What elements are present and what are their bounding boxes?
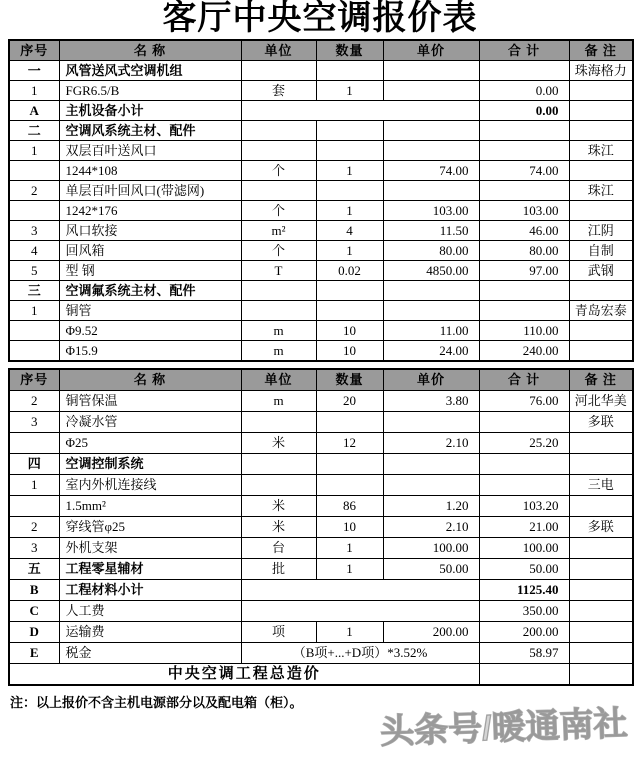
- table-cell: 1: [316, 81, 383, 101]
- table-row: [9, 559, 633, 580]
- table-cell: 中央空调工程总造价: [9, 664, 479, 686]
- table-cell: [316, 121, 383, 141]
- table-cell: 风口软接: [59, 221, 241, 241]
- table-row: [9, 121, 633, 141]
- table-cell: FGR6.5/B: [59, 81, 241, 101]
- table-cell: 110.00: [479, 321, 569, 341]
- table-row: [9, 321, 633, 341]
- table-cell: 2: [9, 181, 59, 201]
- table-cell: [479, 281, 569, 301]
- table-cell: 青岛宏泰: [569, 301, 633, 321]
- table-cell: 1: [316, 201, 383, 221]
- table-cell: 双层百叶送风口: [59, 141, 241, 161]
- table-cell: 1.5mm²: [59, 496, 241, 517]
- table-cell: 铜管保温: [59, 391, 241, 412]
- table-cell: [316, 475, 383, 496]
- table-cell: [241, 181, 316, 201]
- table-cell: [316, 141, 383, 161]
- table-cell: 1.20: [383, 496, 479, 517]
- table-cell: 项: [241, 622, 316, 643]
- table-cell: [241, 121, 316, 141]
- table-row: [9, 101, 633, 121]
- table-cell: 1242*176: [59, 201, 241, 221]
- table-cell: 主机设备小计: [59, 101, 241, 121]
- table-cell: [383, 141, 479, 161]
- table-cell: 3: [9, 412, 59, 433]
- table-cell: 10: [316, 321, 383, 341]
- table-cell: 米: [241, 496, 316, 517]
- table-cell: [316, 181, 383, 201]
- table-cell: [383, 475, 479, 496]
- table-cell: 1: [316, 622, 383, 643]
- table-row: [9, 517, 633, 538]
- column-header: 单位: [241, 40, 316, 61]
- watermark: 头条号/暖通南社: [379, 704, 629, 752]
- table-cell: 三电: [569, 475, 633, 496]
- table-row: [9, 496, 633, 517]
- table-cell: 2.10: [383, 433, 479, 454]
- table-cell: 自制: [569, 241, 633, 261]
- table-cell: [316, 412, 383, 433]
- table-cell: Φ9.52: [59, 321, 241, 341]
- table-cell: 50.00: [479, 559, 569, 580]
- table-cell: 11.00: [383, 321, 479, 341]
- table-cell: [383, 301, 479, 321]
- table-cell: 五: [9, 559, 59, 580]
- table-cell: [479, 141, 569, 161]
- table-cell: m²: [241, 221, 316, 241]
- table-cell: 200.00: [383, 622, 479, 643]
- table-row: [9, 622, 633, 643]
- table-cell: [479, 181, 569, 201]
- table-cell: 2: [9, 517, 59, 538]
- table-cell: 4: [316, 221, 383, 241]
- table-cell: 珠江: [569, 141, 633, 161]
- table-cell: 1: [9, 475, 59, 496]
- quote-table-upper: [8, 39, 634, 362]
- table-cell: [9, 341, 59, 362]
- table-cell: 珠江: [569, 181, 633, 201]
- table-cell: 空调控制系统: [59, 454, 241, 475]
- table-cell: 2: [9, 391, 59, 412]
- header-row: [9, 40, 633, 61]
- table-cell: 一: [9, 61, 59, 81]
- table-row: [9, 261, 633, 281]
- table-cell: 回风箱: [59, 241, 241, 261]
- table-cell: [569, 601, 633, 622]
- table-cell: [9, 496, 59, 517]
- table-cell: 台: [241, 538, 316, 559]
- column-header: 名 称: [59, 369, 241, 391]
- table-row: [9, 281, 633, 301]
- table-row: [9, 161, 633, 181]
- table-cell: m: [241, 391, 316, 412]
- table-cell: 1: [316, 161, 383, 181]
- table-cell: 型 钢: [59, 261, 241, 281]
- table-cell: 单层百叶回风口(带滤网): [59, 181, 241, 201]
- table-cell: A: [9, 101, 59, 121]
- table-cell: 5: [9, 261, 59, 281]
- table-cell: 46.00: [479, 221, 569, 241]
- table-cell: [479, 301, 569, 321]
- table-row: [9, 433, 633, 454]
- table-cell: 三: [9, 281, 59, 301]
- table-cell: [479, 121, 569, 141]
- table-cell: [569, 201, 633, 221]
- table-cell: [241, 454, 316, 475]
- table-cell: [383, 81, 479, 101]
- table-cell: 100.00: [383, 538, 479, 559]
- table-cell: [383, 61, 479, 81]
- table-cell: [383, 181, 479, 201]
- table-cell: [569, 559, 633, 580]
- table-cell: 风管送风式空调机组: [59, 61, 241, 81]
- table-cell: 批: [241, 559, 316, 580]
- table-row: [9, 391, 633, 412]
- table-cell: [241, 61, 316, 81]
- table-row: [9, 61, 633, 81]
- quote-table-lower: [8, 368, 634, 686]
- table-cell: 103.00: [479, 201, 569, 221]
- column-header: 备 注: [569, 369, 633, 391]
- table-cell: [479, 664, 569, 686]
- column-header: 合 计: [479, 369, 569, 391]
- table-cell: 工程零星辅材: [59, 559, 241, 580]
- table-cell: T: [241, 261, 316, 281]
- table-cell: 珠海格力: [569, 61, 633, 81]
- table-cell: 米: [241, 517, 316, 538]
- table-cell: [9, 201, 59, 221]
- column-header: 名 称: [59, 40, 241, 61]
- table-cell: （B项+...+D项）*3.52%: [241, 643, 479, 664]
- table-cell: 多联: [569, 412, 633, 433]
- table-cell: 个: [241, 241, 316, 261]
- table-cell: 20: [316, 391, 383, 412]
- table-cell: [383, 281, 479, 301]
- column-header: 合 计: [479, 40, 569, 61]
- table-cell: 103.20: [479, 496, 569, 517]
- column-header: 备 注: [569, 40, 633, 61]
- table-cell: [569, 664, 633, 686]
- table-cell: 1: [9, 81, 59, 101]
- table-row: [9, 201, 633, 221]
- table-cell: 铜管: [59, 301, 241, 321]
- table-cell: [241, 141, 316, 161]
- table-cell: [569, 281, 633, 301]
- table-row: [9, 538, 633, 559]
- table-cell: E: [9, 643, 59, 664]
- header-row: [9, 369, 633, 391]
- table-cell: D: [9, 622, 59, 643]
- table-cell: m: [241, 341, 316, 362]
- table-cell: [316, 281, 383, 301]
- column-header: 单价: [383, 369, 479, 391]
- table-cell: 武钢: [569, 261, 633, 281]
- table-cell: 24.00: [383, 341, 479, 362]
- table-cell: [479, 475, 569, 496]
- table-row: [9, 601, 633, 622]
- table-row: [9, 454, 633, 475]
- table-cell: 多联: [569, 517, 633, 538]
- table-cell: 86: [316, 496, 383, 517]
- table-cell: 80.00: [383, 241, 479, 261]
- table-row: [9, 341, 633, 362]
- table-cell: 0.00: [479, 81, 569, 101]
- table-cell: [569, 161, 633, 181]
- table-cell: [383, 121, 479, 141]
- table-cell: 10: [316, 341, 383, 362]
- table-cell: 350.00: [479, 601, 569, 622]
- table-cell: 3.80: [383, 391, 479, 412]
- table-cell: [241, 101, 479, 121]
- table-cell: [9, 433, 59, 454]
- table-cell: 人工费: [59, 601, 241, 622]
- table-cell: [241, 475, 316, 496]
- footer-note: 注：以上报价不含主机电源部分以及配电箱（柜）。: [10, 695, 303, 710]
- table-cell: 21.00: [479, 517, 569, 538]
- table-cell: 50.00: [383, 559, 479, 580]
- table-cell: 100.00: [479, 538, 569, 559]
- column-header: 单价: [383, 40, 479, 61]
- table-cell: 200.00: [479, 622, 569, 643]
- table-cell: [479, 412, 569, 433]
- table-cell: 2.10: [383, 517, 479, 538]
- table-row: [9, 580, 633, 601]
- table-row: [9, 81, 633, 101]
- table-cell: 1: [316, 559, 383, 580]
- table-cell: [569, 643, 633, 664]
- table-cell: 11.50: [383, 221, 479, 241]
- table-cell: [569, 341, 633, 362]
- table-cell: [569, 81, 633, 101]
- table-cell: 米: [241, 433, 316, 454]
- table-cell: 冷凝水管: [59, 412, 241, 433]
- table-cell: [569, 538, 633, 559]
- table-cell: 室内外机连接线: [59, 475, 241, 496]
- table-cell: [569, 622, 633, 643]
- table-cell: 江阴: [569, 221, 633, 241]
- table-cell: 1: [9, 301, 59, 321]
- table-cell: 240.00: [479, 341, 569, 362]
- table-cell: [569, 321, 633, 341]
- table-row: [9, 301, 633, 321]
- table-cell: 1: [316, 241, 383, 261]
- table-cell: Φ25: [59, 433, 241, 454]
- page-title: 客厅中央空调报价表: [162, 0, 478, 37]
- column-header: 序号: [9, 40, 59, 61]
- table-row: [9, 643, 633, 664]
- table-cell: [569, 454, 633, 475]
- table-cell: [569, 496, 633, 517]
- table-row: [9, 475, 633, 496]
- column-header: 单位: [241, 369, 316, 391]
- table-cell: 运输费: [59, 622, 241, 643]
- table-cell: [569, 121, 633, 141]
- table-cell: 个: [241, 161, 316, 181]
- table-cell: 四: [9, 454, 59, 475]
- table-cell: [9, 161, 59, 181]
- table-cell: 76.00: [479, 391, 569, 412]
- table-cell: [383, 412, 479, 433]
- table-row: [9, 664, 633, 686]
- table-cell: 1: [9, 141, 59, 161]
- column-header: 数量: [316, 40, 383, 61]
- table-cell: 河北华美: [569, 391, 633, 412]
- table-cell: [316, 454, 383, 475]
- table-cell: [241, 412, 316, 433]
- table-cell: 74.00: [383, 161, 479, 181]
- table-cell: 3: [9, 538, 59, 559]
- table-cell: 空调氟系统主材、配件: [59, 281, 241, 301]
- table-cell: B: [9, 580, 59, 601]
- table-cell: 12: [316, 433, 383, 454]
- table-cell: m: [241, 321, 316, 341]
- table-cell: [316, 61, 383, 81]
- table-row: [9, 412, 633, 433]
- table-cell: [316, 301, 383, 321]
- table-cell: 工程材料小计: [59, 580, 241, 601]
- table-cell: 3: [9, 221, 59, 241]
- table-cell: [479, 454, 569, 475]
- table-cell: 穿线管φ25: [59, 517, 241, 538]
- table-cell: [569, 580, 633, 601]
- table-cell: [241, 580, 479, 601]
- table-cell: 10: [316, 517, 383, 538]
- table-row: [9, 141, 633, 161]
- table-cell: 1: [316, 538, 383, 559]
- table-row: [9, 241, 633, 261]
- table-row: [9, 221, 633, 241]
- table-cell: [569, 101, 633, 121]
- table-cell: 外机支架: [59, 538, 241, 559]
- table-cell: 103.00: [383, 201, 479, 221]
- table-cell: 空调风系统主材、配件: [59, 121, 241, 141]
- column-header: 数量: [316, 369, 383, 391]
- table-cell: 4: [9, 241, 59, 261]
- table-cell: 二: [9, 121, 59, 141]
- table-cell: 0.02: [316, 261, 383, 281]
- table-cell: 74.00: [479, 161, 569, 181]
- table-cell: C: [9, 601, 59, 622]
- table-cell: [241, 601, 479, 622]
- table-cell: [479, 61, 569, 81]
- table-cell: 个: [241, 201, 316, 221]
- table-cell: 0.00: [479, 101, 569, 121]
- table-cell: [9, 321, 59, 341]
- table-cell: 97.00: [479, 261, 569, 281]
- table-cell: [383, 454, 479, 475]
- table-cell: 税金: [59, 643, 241, 664]
- table-cell: 1244*108: [59, 161, 241, 181]
- table-cell: [241, 281, 316, 301]
- table-cell: [241, 301, 316, 321]
- table-cell: 80.00: [479, 241, 569, 261]
- table-cell: 4850.00: [383, 261, 479, 281]
- table-cell: Φ15.9: [59, 341, 241, 362]
- table-cell: 套: [241, 81, 316, 101]
- table-cell: 58.97: [479, 643, 569, 664]
- table-cell: 25.20: [479, 433, 569, 454]
- table-cell: [569, 433, 633, 454]
- table-row: [9, 181, 633, 201]
- column-header: 序号: [9, 369, 59, 391]
- table-cell: 1125.40: [479, 580, 569, 601]
